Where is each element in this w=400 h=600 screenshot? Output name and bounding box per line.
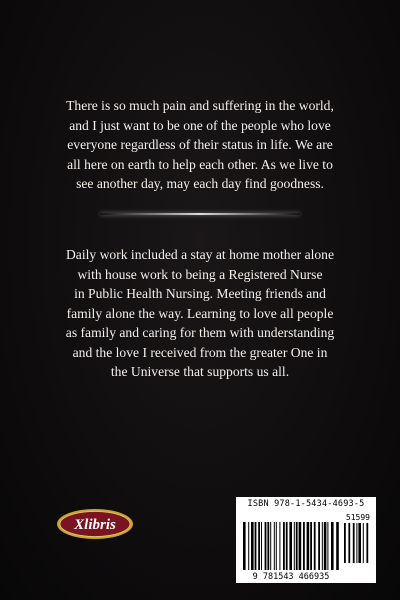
- price-barcode-bars: [344, 523, 370, 563]
- barcode-bar: [243, 522, 246, 570]
- barcode-bar: [336, 522, 339, 570]
- barcode-bar: [314, 522, 316, 570]
- barcode-bar: [318, 522, 320, 570]
- barcode-bar: [248, 522, 249, 570]
- barcode-bar: [366, 523, 368, 563]
- xlibris-logo-text: Xlibris: [74, 517, 116, 533]
- barcode-bar: [310, 522, 312, 570]
- barcode-bar: [356, 523, 357, 563]
- barcode-bar: [353, 523, 355, 563]
- barcode-bar: [348, 523, 350, 563]
- barcode-bar: [299, 522, 302, 570]
- barcode-bar: [303, 522, 305, 570]
- barcode-bar: [251, 522, 254, 570]
- barcode-bar: [286, 522, 288, 570]
- ean-barcode-bars: [243, 522, 339, 570]
- barcode-bar: [296, 522, 298, 570]
- barcode-bar: [261, 522, 262, 570]
- barcode-bar: [289, 522, 292, 570]
- barcode-bar: [324, 522, 327, 570]
- divider-line: [100, 213, 300, 215]
- price-code-label: 51599: [345, 513, 370, 522]
- barcode-bar: [276, 522, 277, 570]
- xlibris-logo-graphic: [56, 508, 134, 540]
- author-bio-paragraph: Daily work included a stay at home mother alone with house work to being a Registered Nurse in Public Health Nursing. Meeting friends and family alone the way. Learning to love all people as family and caring for them with understanding and the love I received from the greater One in the Universe that supports us all.: [65, 247, 335, 379]
- barcode-bar: [283, 522, 285, 570]
- barcode-bar: [267, 522, 269, 570]
- ean-number-label: 9 781543 466935: [252, 572, 330, 582]
- barcode-bar: [322, 522, 323, 570]
- isbn-label: ISBN 978-1-5434-4693-5: [247, 499, 365, 509]
- barcode-bar: [255, 522, 257, 570]
- barcode-bar: [363, 523, 364, 563]
- barcode-bar: [327, 522, 328, 570]
- barcode-bar: [258, 522, 260, 570]
- isbn-barcode: [236, 497, 376, 583]
- barcode-bar: [307, 522, 310, 570]
- barcode-bar: [344, 523, 346, 563]
- barcode-bar: [358, 523, 361, 563]
- barcode-bar: [265, 522, 267, 570]
- barcode-bar: [331, 522, 334, 570]
- barcode-bar: [279, 522, 280, 570]
- barcode-bar: [270, 522, 271, 570]
- xlibris-logo: [56, 508, 134, 540]
- intro-paragraph: There is so much pain and suffering in the world, and I just want to be one of the people who love everyone regardless of their status in life. We are all here on earth to help each other. As we live to see another day, may each day find goodness.: [66, 98, 334, 191]
- barcode-bar: [294, 522, 295, 570]
- barcode-bar: [274, 522, 275, 570]
